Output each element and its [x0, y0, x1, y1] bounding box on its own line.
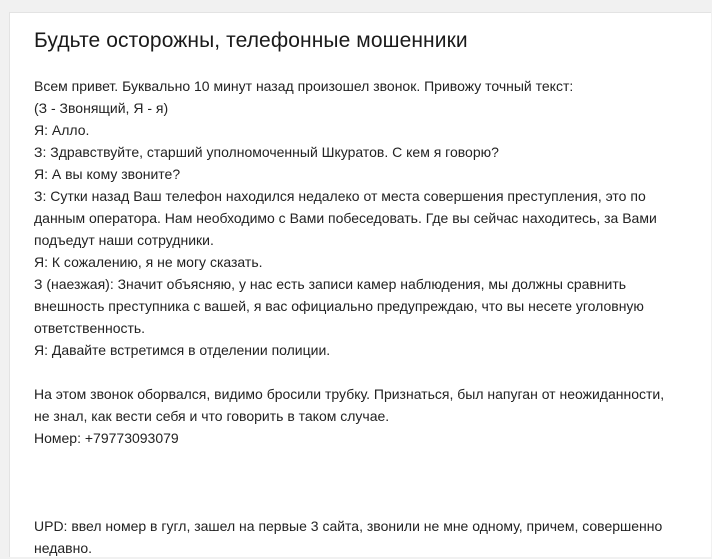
post-line: Я: Алло.: [34, 122, 90, 138]
post-body: [34, 75, 694, 559]
post-title: Будьте осторожны, телефонные мошенники: [34, 29, 468, 52]
post-line: данным оператора. Нам необходимо с Вами побеседовать. Где вы сейчас находитесь, за Вами: [34, 210, 657, 226]
post-line: (З - Звонящий, Я - я): [34, 100, 169, 116]
phone-number-line: Номер: +79773093079: [34, 430, 179, 446]
paragraph-gap: [34, 449, 694, 471]
update-line: UPD: ввел номер в гугл, зашел на первые 3 сайта, звонили не мне одному, причем, совершенно: [34, 518, 663, 534]
post-line: Всем привет. Буквально 10 минут назад произошел звонок. Привожу точный текст:: [34, 78, 574, 94]
post-line: З: Сутки назад Ваш телефон находился недалеко от места совершения преступления, это по: [34, 188, 646, 204]
paragraph-gap: [34, 493, 694, 515]
post-line: ответственность.: [34, 320, 146, 336]
post-line: Я: А вы кому звоните?: [34, 166, 181, 182]
post-line: З (наезжая): Значит объясняю, у нас есть записи камер наблюдения, мы должны сравнить: [34, 276, 627, 292]
post-line: На этом звонок оборвался, видимо бросили трубку. Признаться, был напуган от неожиданности,: [34, 386, 665, 402]
post-line: внешность преступника с вашей, я вас официально предупреждаю, что вы несете уголовную: [34, 298, 644, 314]
post-line: подъедут наши сотрудники.: [34, 232, 214, 248]
post-line: не знал, как вести себя и что говорить в таком случае.: [34, 408, 390, 424]
post-line: Я: Давайте встретимся в отделении полиции.: [34, 342, 331, 358]
paragraph-gap: [34, 361, 694, 383]
post-card: [9, 12, 711, 557]
paragraph-gap: [34, 471, 694, 493]
post-line: Я: К сожалению, я не могу сказать.: [34, 254, 263, 270]
post-line: З: Здравствуйте, старший уполномоченный Шкуратов. С кем я говорю?: [34, 144, 499, 160]
update-line: недавно.: [34, 540, 93, 556]
